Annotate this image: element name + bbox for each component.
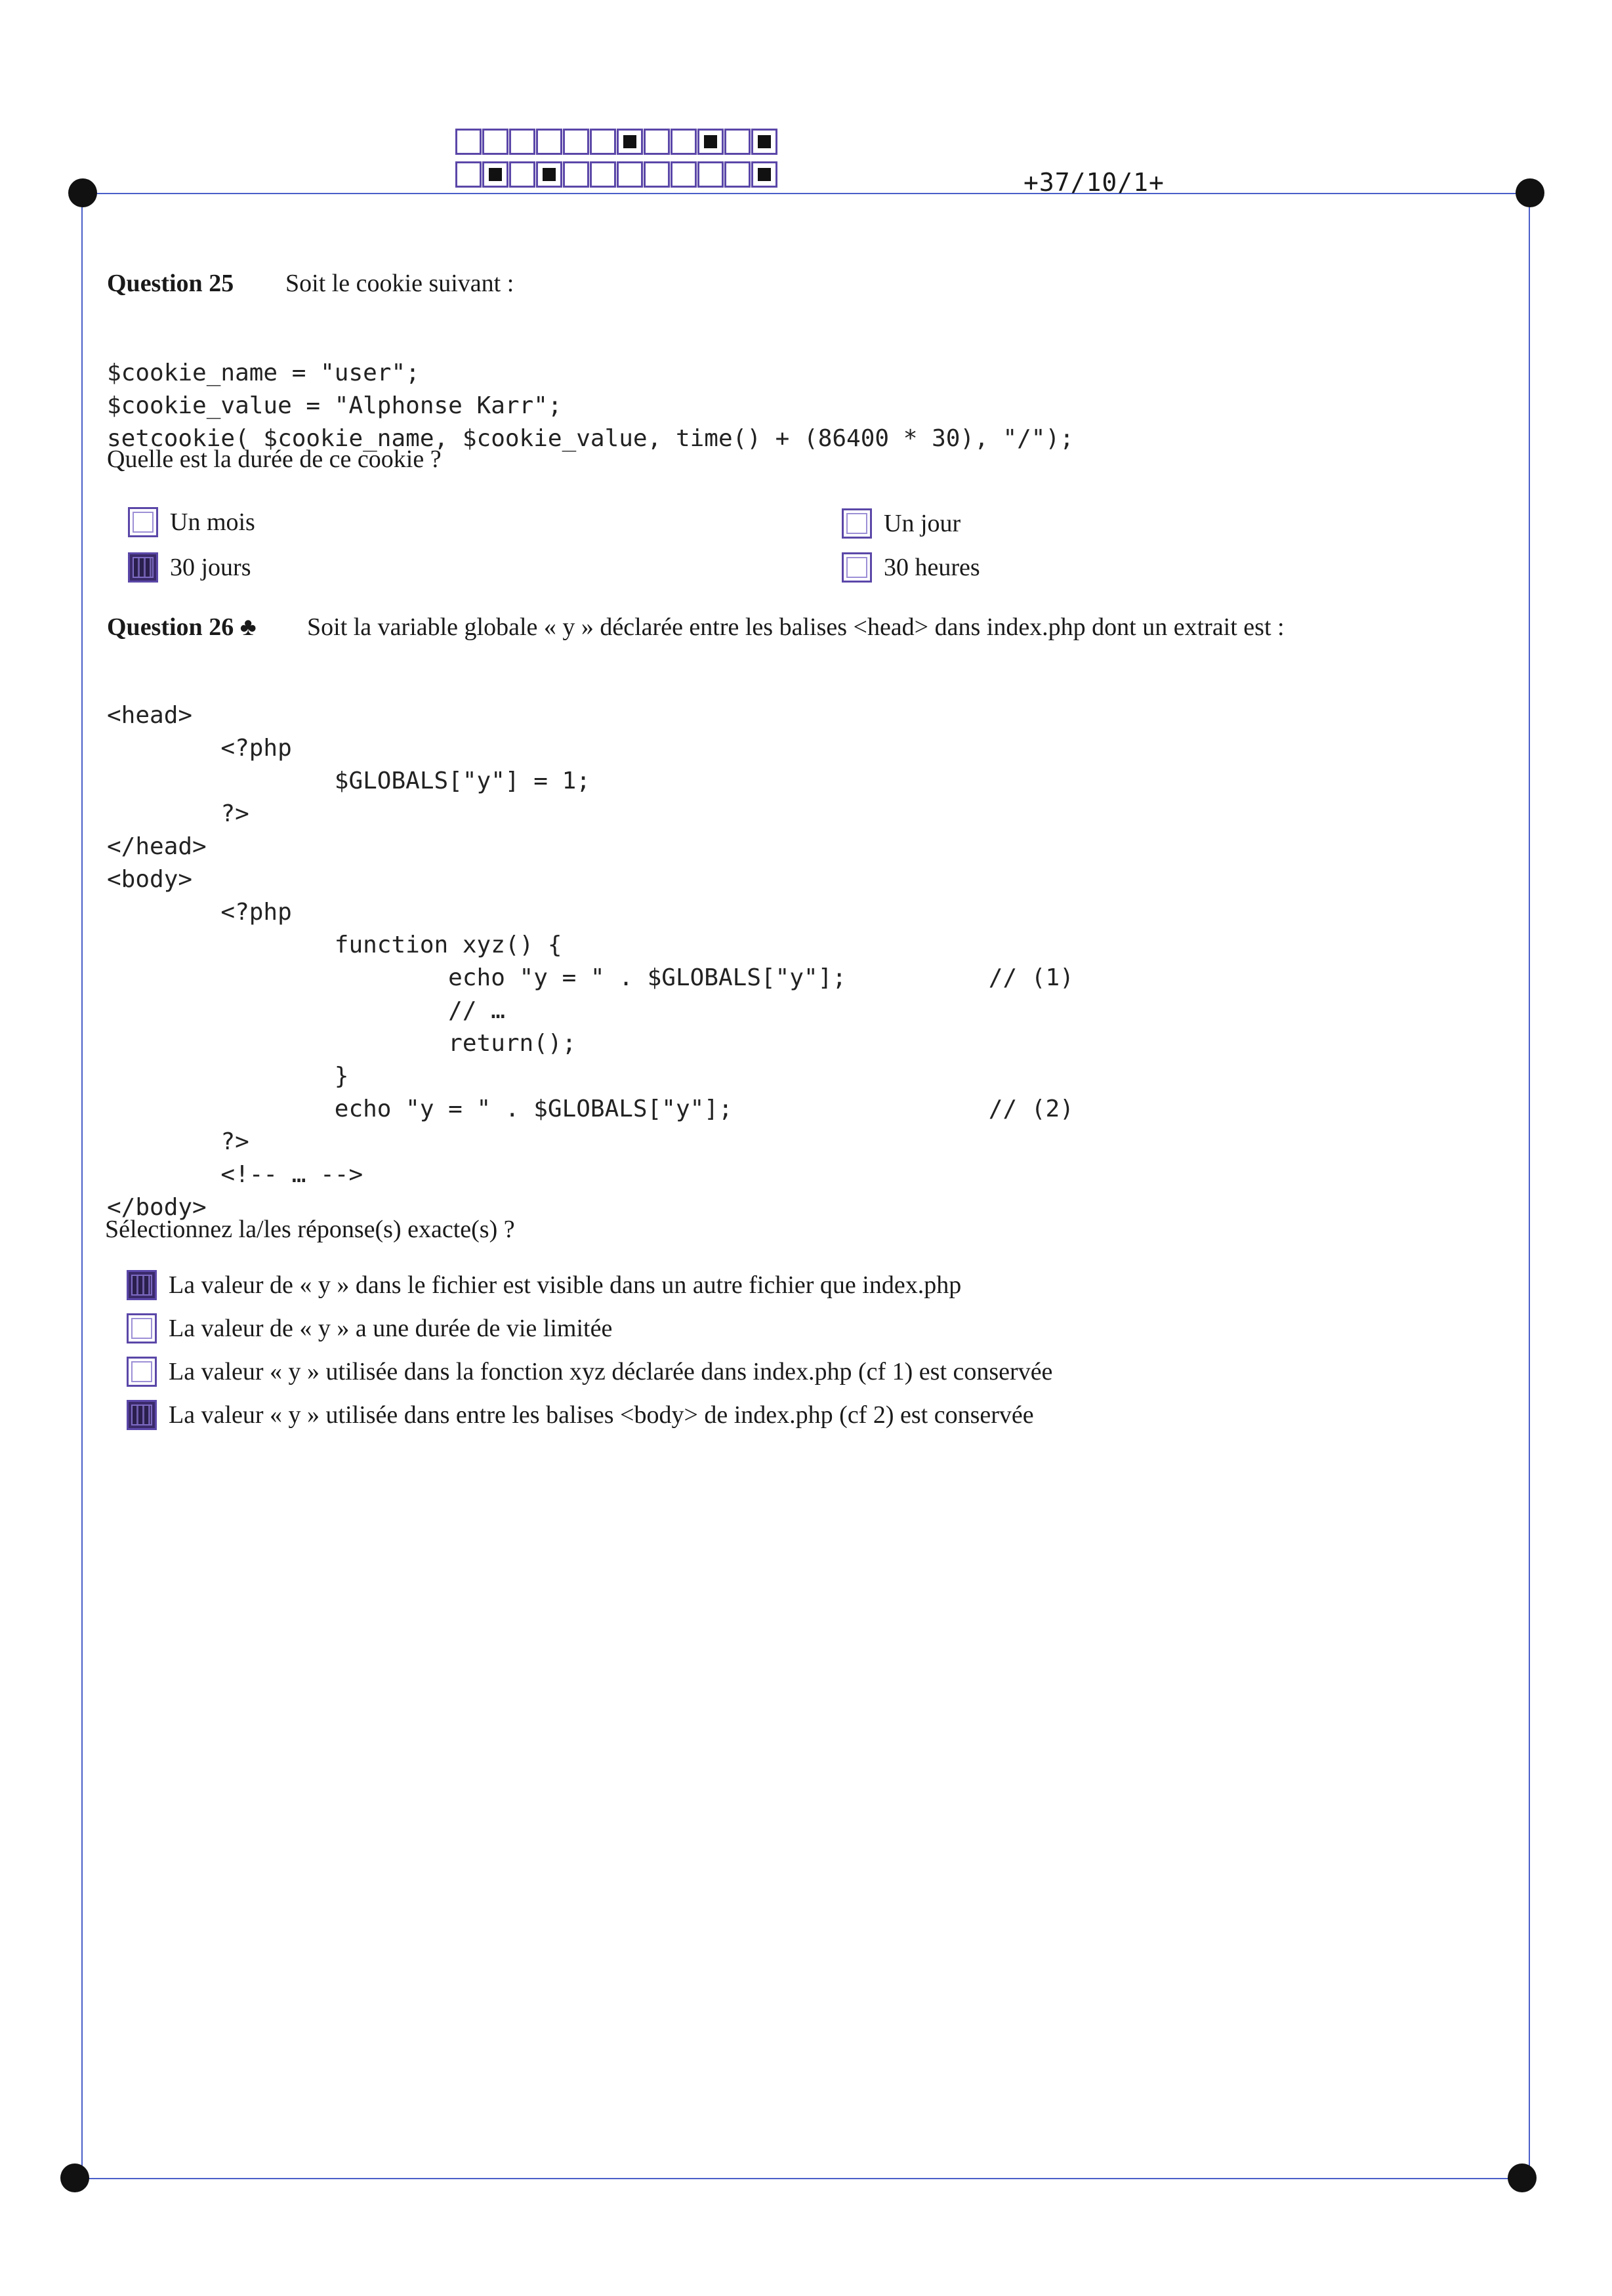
- checkbox[interactable]: [127, 1357, 157, 1387]
- id-code-cell: [590, 161, 616, 188]
- id-code-cell: [724, 161, 751, 188]
- checkbox[interactable]: [127, 1400, 157, 1430]
- q25-option-30-heures[interactable]: [842, 552, 980, 583]
- corner-mark-bottom-right: [1508, 2163, 1537, 2192]
- code-line: $GLOBALS["y"] = 1;: [107, 768, 590, 794]
- code-line: // …: [107, 997, 505, 1024]
- checkbox[interactable]: [842, 508, 872, 539]
- q26-option-2[interactable]: [127, 1313, 612, 1343]
- id-code-cell: [482, 129, 508, 155]
- option-label: 30 jours: [170, 554, 251, 581]
- code-line: $cookie_value = "Alphonse Karr";: [107, 392, 562, 419]
- id-code-cell: [536, 161, 562, 188]
- q25-number: Question 25: [107, 270, 234, 297]
- id-code-cell: [697, 161, 724, 188]
- option-label: La valeur de « y » a une durée de vie limitée: [169, 1315, 613, 1342]
- id-code-cell: [509, 129, 535, 155]
- code-line: setcookie( $cookie_name, $cookie_value, time() + (86400 * 30), "/");: [107, 425, 1074, 452]
- id-code-cell: [590, 129, 616, 155]
- id-code-row-1: [455, 129, 778, 159]
- option-label: Un jour: [884, 510, 961, 537]
- code-line: <?php: [107, 899, 292, 926]
- code-line: <body>: [107, 866, 193, 893]
- option-label: La valeur « y » utilisée dans la fonction xyz déclarée dans index.php (cf 1) est conservée: [169, 1358, 1053, 1385]
- id-code-cell: [724, 129, 751, 155]
- code-line: <?php: [107, 735, 292, 762]
- option-label: La valeur de « y » dans le fichier est visible dans un autre fichier que index.php: [169, 1271, 962, 1299]
- q25-question: Quelle est la durée de ce cookie ?: [107, 445, 442, 473]
- frame-bottom: [75, 2178, 1522, 2179]
- frame-left: [81, 193, 83, 2178]
- id-code-cell: [455, 161, 482, 188]
- id-code-row-2: [455, 161, 778, 192]
- corner-mark-top-left: [68, 178, 97, 207]
- code-line: </body>: [107, 1194, 207, 1221]
- q25-code: [107, 324, 1074, 455]
- q26-option-4[interactable]: [127, 1400, 1034, 1430]
- q25-option-un-mois[interactable]: [128, 507, 255, 537]
- id-code-cell: [751, 161, 777, 188]
- id-code-cell: [536, 129, 562, 155]
- corner-mark-bottom-left: [60, 2163, 89, 2192]
- id-code-cell: [671, 161, 697, 188]
- option-label: La valeur « y » utilisée dans entre les balises <body> de index.php (cf 2) est conservée: [169, 1401, 1034, 1429]
- code-line: </head>: [107, 833, 207, 860]
- corner-mark-top-right: [1516, 178, 1544, 207]
- id-code-cell: [563, 129, 589, 155]
- code-line: return();: [107, 1030, 577, 1057]
- option-label: Un mois: [170, 508, 255, 536]
- checkbox[interactable]: [128, 507, 158, 537]
- code-line: <!-- … -->: [107, 1161, 363, 1188]
- id-code-cell: [509, 161, 535, 188]
- code-line: echo "y = " . $GLOBALS["y"]; // (1): [107, 964, 1074, 991]
- q25-option-30-jours[interactable]: [128, 552, 251, 583]
- q26-option-3[interactable]: [127, 1357, 1052, 1387]
- checkbox[interactable]: [128, 552, 158, 583]
- option-label: 30 heures: [884, 554, 980, 581]
- code-line: ?>: [107, 800, 249, 827]
- id-code-cell: [617, 161, 643, 188]
- q25-prompt: Soit le cookie suivant :: [285, 270, 514, 297]
- id-code-cell: [563, 161, 589, 188]
- id-code-cell: [455, 129, 482, 155]
- code-line: }: [107, 1063, 349, 1090]
- q25-option-un-jour[interactable]: [842, 508, 961, 539]
- id-code-cell: [644, 161, 670, 188]
- id-code-cell: [697, 129, 724, 155]
- q26-question: Sélectionnez la/les réponse(s) exacte(s) ?: [105, 1216, 515, 1243]
- q26-code: [107, 666, 1074, 1224]
- code-line: ?>: [107, 1128, 249, 1155]
- checkbox[interactable]: [127, 1313, 157, 1343]
- q26-prompt: Soit la variable globale « y » déclarée entre les balises <head> dans index.php dont un extrait est :: [307, 613, 1285, 641]
- frame-right: [1529, 193, 1530, 2178]
- checkbox[interactable]: [127, 1270, 157, 1300]
- code-line: echo "y = " . $GLOBALS["y"]; // (2): [107, 1096, 1074, 1122]
- page-id: +37/10/1+: [1023, 168, 1165, 197]
- id-code-cell: [644, 129, 670, 155]
- code-line: function xyz() {: [107, 932, 562, 958]
- id-code-cell: [482, 161, 508, 188]
- q26-option-1[interactable]: [127, 1270, 961, 1300]
- id-code-cell: [617, 129, 643, 155]
- checkbox[interactable]: [842, 552, 872, 583]
- id-code-cell: [751, 129, 777, 155]
- id-code-cell: [671, 129, 697, 155]
- code-line: <head>: [107, 702, 193, 729]
- code-line: $cookie_name = "user";: [107, 359, 420, 386]
- frame-top: [83, 193, 1530, 194]
- q26-number: Question 26 ♣: [107, 613, 257, 641]
